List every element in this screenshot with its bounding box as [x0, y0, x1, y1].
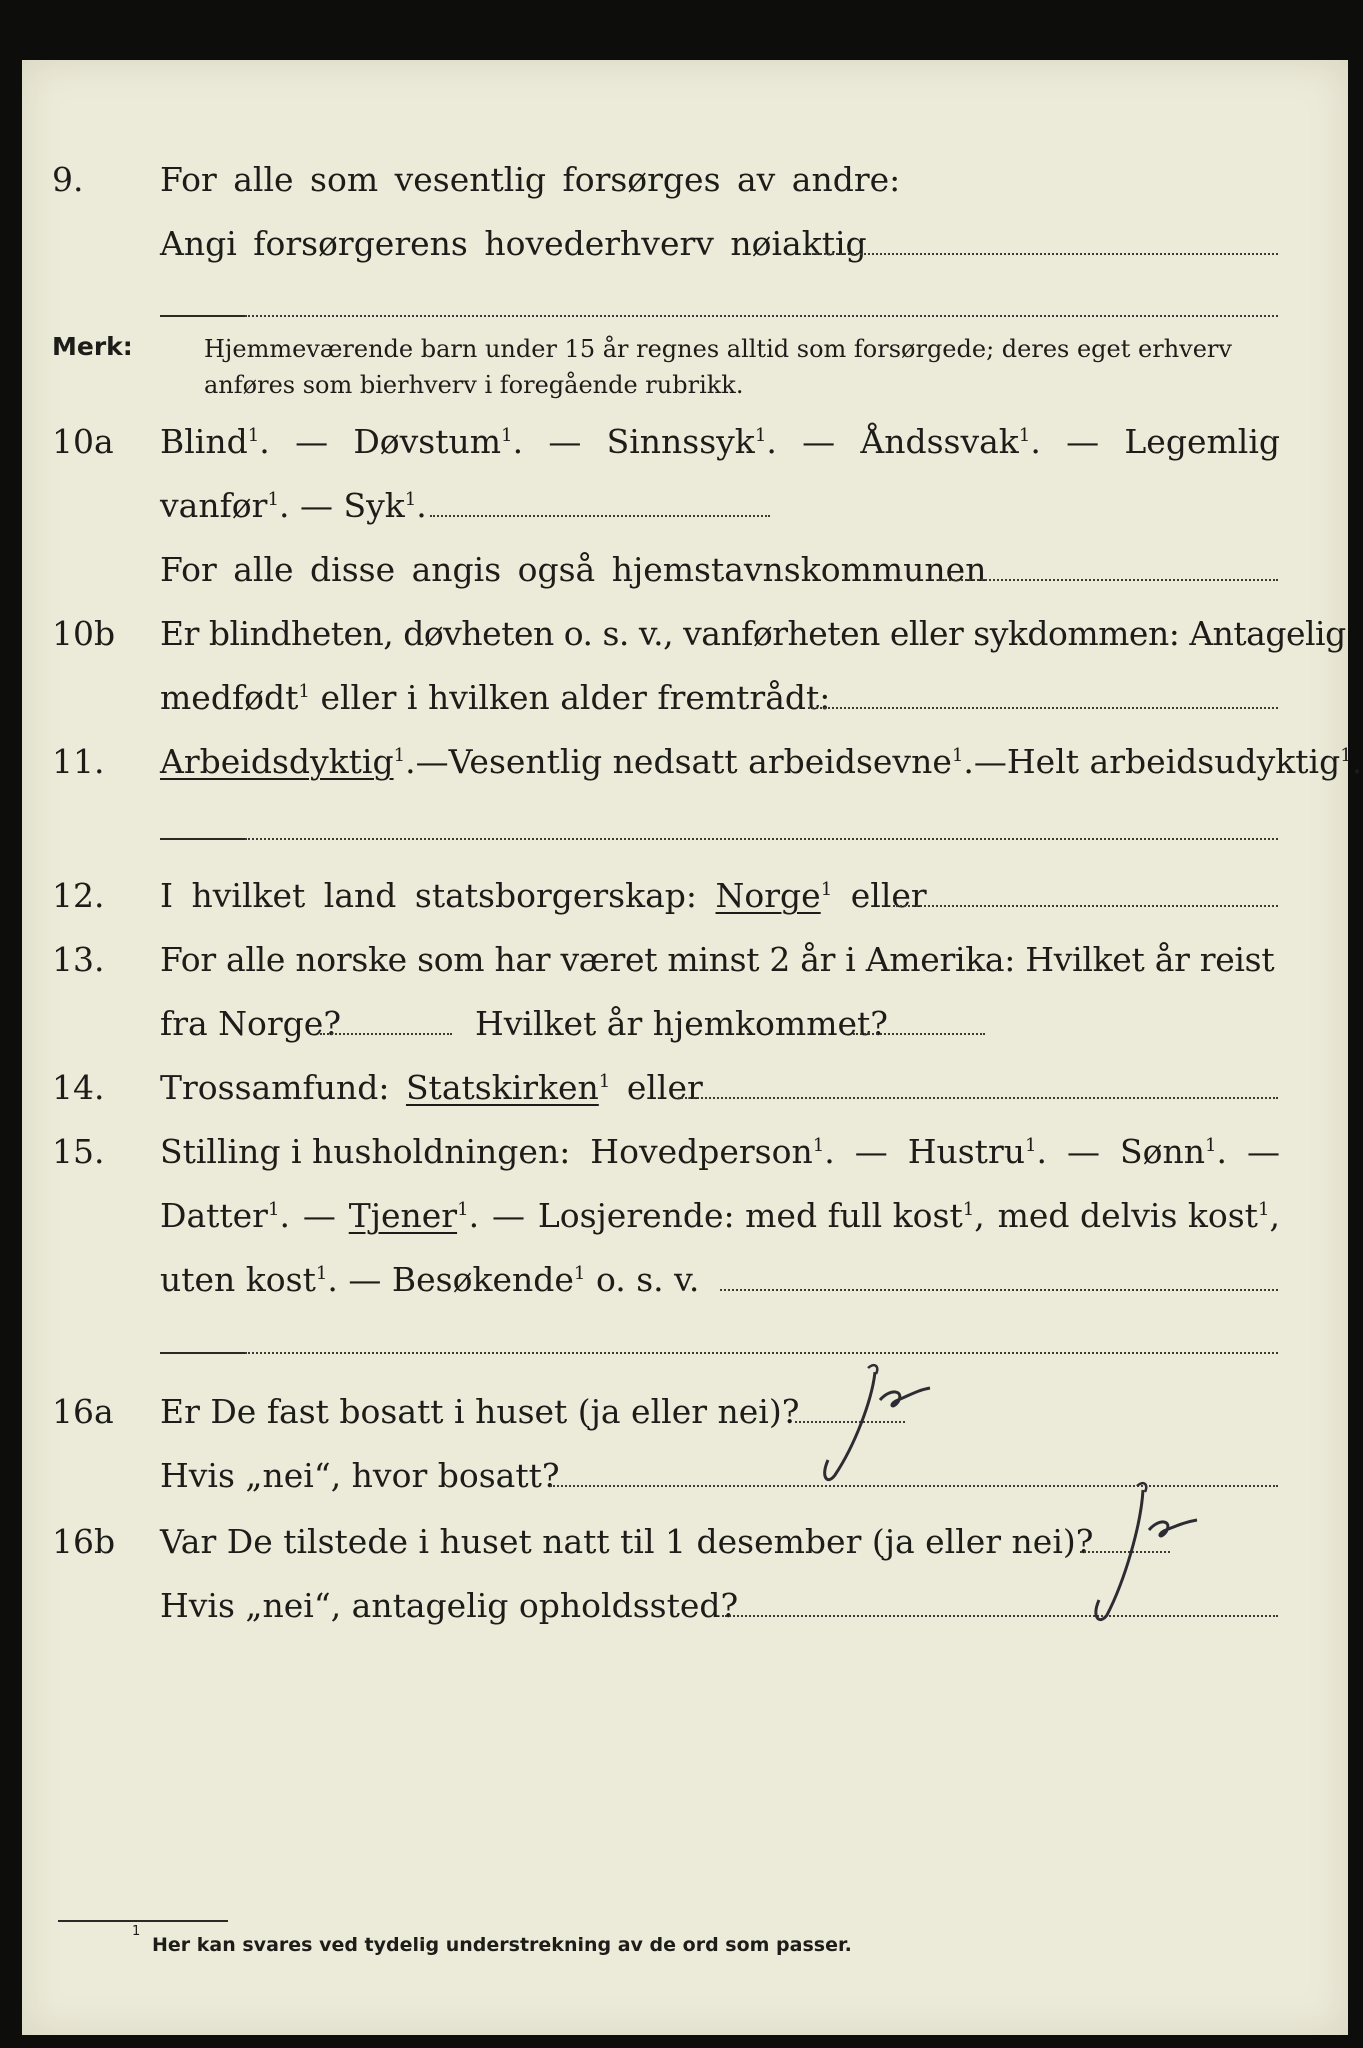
option-nedsatt-arbeidsevne[interactable]: Vesentlig nedsatt arbeidsevne$^1$. — [448, 742, 974, 781]
q16a-number: 16a — [52, 1392, 114, 1431]
separator-dash: — — [548, 422, 582, 461]
q10a-line2 — [160, 486, 427, 526]
option-datter[interactable]: Datter$^1$. — [160, 1196, 291, 1235]
option-blind[interactable]: Blind$^1$. — [160, 422, 270, 461]
option-sonn[interactable]: Sønn$^1$. — [1119, 1132, 1227, 1171]
q11-number: 11. — [52, 742, 105, 781]
option-uten-kost[interactable]: uten kost$^1$. — [160, 1260, 338, 1299]
q10a-line1 — [160, 422, 1280, 462]
q13-number: 13. — [52, 940, 105, 979]
option-hovedperson[interactable]: Hovedperson$^1$. — [590, 1132, 835, 1171]
q10b-number: 10b — [52, 614, 116, 653]
option-arbeidsdyktig[interactable]: Arbeidsdyktig$^1$. — [160, 742, 416, 781]
option-statskirken[interactable]: Statskirken$^1$ — [405, 1068, 611, 1107]
q14-line — [160, 1068, 703, 1108]
separator-dash: — — [348, 1260, 382, 1299]
q13-reist-field[interactable] — [320, 1033, 452, 1035]
footnote-rule — [58, 1920, 228, 1922]
separator-dash: — — [1067, 1132, 1100, 1171]
q10a-line3: For alle disse angis også hjemstavnskommunen — [160, 550, 987, 589]
merk-label: Merk: — [52, 332, 133, 361]
option-medfodt[interactable]: medfødt$^1$ — [160, 678, 310, 717]
separator-dash: — — [1066, 422, 1100, 461]
option-andssvak[interactable]: Åndssvak$^1$. — [860, 422, 1041, 461]
q12-eller: eller — [850, 876, 927, 915]
q15-number: 15. — [52, 1132, 105, 1171]
q14-label: Trossamfund: — [160, 1068, 390, 1107]
footnote-mark: 1 — [132, 1924, 141, 1939]
q14-number: 14. — [52, 1068, 105, 1107]
separator-dash: — — [299, 486, 333, 525]
handwritten-answer-ja-16a — [780, 1360, 970, 1490]
q13-hjemkommet-label: Hvilket år hjemkommet? — [475, 1004, 888, 1043]
q11-line — [160, 742, 1363, 782]
q15-line3 — [160, 1260, 699, 1300]
q13-reist-label: fra Norge? — [160, 1004, 342, 1043]
option-norge[interactable]: Norge$^1$ — [715, 876, 833, 915]
merk-line1: Hjemmeværende barn under 15 år regnes alltid som forsørgede; deres eget erhverv — [204, 335, 1232, 363]
q14-answer-field[interactable] — [678, 1097, 1278, 1099]
handwritten-answer-ja-16b — [1045, 1480, 1235, 1630]
option-full-kost[interactable]: Losjerende: med full kost$^1$, — [537, 1196, 985, 1235]
option-sinnssyk[interactable]: Sinnssyk$^1$. — [606, 422, 777, 461]
q10b-line1: Er blindheten, døvheten o. s. v., vanførheten eller sykdommen: Antagelig — [160, 614, 1346, 653]
option-vanfor[interactable]: vanfør$^1$. — [160, 486, 290, 525]
option-tjener[interactable]: Tjener$^1$. — [348, 1196, 480, 1235]
footnote-text: Her kan svares ved tydelig understrekning av de ord som passer. — [152, 1934, 852, 1956]
option-legemlig[interactable]: Legemlig — [1124, 422, 1280, 461]
q10b-line2 — [160, 678, 830, 718]
option-delvis-kost[interactable]: med delvis kost$^1$, — [997, 1196, 1280, 1235]
q13-line1: For alle norske som har været minst 2 år i Amerika: Hvilket år reist — [160, 940, 1275, 979]
separator-dash: — — [973, 742, 1007, 781]
q10a-hjemstavn-field[interactable] — [938, 579, 1278, 581]
q9-line2: Angi forsørgerens hovederhverv nøiaktig — [160, 224, 867, 263]
q16b-line1: Var De tilstede i huset natt til 1 desember (ja eller nei)? — [160, 1522, 1094, 1561]
q9-answer-field[interactable] — [808, 253, 1278, 255]
q15-line1 — [160, 1132, 1280, 1172]
separator-dash: — — [491, 1196, 525, 1235]
q12-line — [160, 876, 927, 916]
option-arbeidsudyktig[interactable]: Helt arbeidsudyktig$^1$. — [1006, 742, 1363, 781]
q12-label: I hvilket land statsborgerskap: — [160, 876, 698, 915]
option-syk[interactable]: Syk$^1$. — [343, 486, 427, 525]
q10b-answer-field[interactable] — [808, 707, 1278, 709]
separator-dash: — — [854, 1132, 888, 1171]
q10b-alder-label: eller i hvilken alder fremtrådt: — [320, 678, 831, 717]
separator-dash: — — [415, 742, 449, 781]
separator-dash: — — [295, 422, 329, 461]
q10a-syk-field[interactable] — [430, 515, 770, 517]
q9-number: 9. — [52, 160, 84, 199]
q10a-number: 10a — [52, 422, 114, 461]
q16a-line2: Hvis „nei“, hvor bosatt? — [160, 1456, 560, 1495]
separator-dash: — — [302, 1196, 336, 1235]
q15-answer-field[interactable] — [720, 1289, 1278, 1291]
q14-eller: eller — [626, 1068, 703, 1107]
q15-label: Stilling i husholdningen: — [160, 1132, 571, 1171]
option-dovstum[interactable]: Døvstum$^1$. — [353, 422, 524, 461]
q16a-line1: Er De fast bosatt i huset (ja eller nei)? — [160, 1392, 800, 1431]
separator-dash: — — [802, 422, 836, 461]
q12-number: 12. — [52, 876, 105, 915]
q16b-number: 16b — [52, 1522, 116, 1561]
option-besokende[interactable]: Besøkende$^1$ — [391, 1260, 586, 1299]
q12-answer-field[interactable] — [893, 905, 1278, 907]
q9-line1: For alle som vesentlig forsørges av andre: — [160, 160, 901, 199]
separator-dash: — — [1246, 1132, 1280, 1171]
merk-line2: anføres som bierhverv i foregående rubrikk. — [204, 371, 744, 399]
option-hustru[interactable]: Hustru$^1$. — [907, 1132, 1048, 1171]
q15-line2 — [160, 1196, 1280, 1236]
q16b-line2: Hvis „nei“, antagelig opholdssted? — [160, 1586, 739, 1625]
q13-hjemkommet-field[interactable] — [853, 1033, 985, 1035]
q15-osv: o. s. v. — [595, 1260, 700, 1299]
